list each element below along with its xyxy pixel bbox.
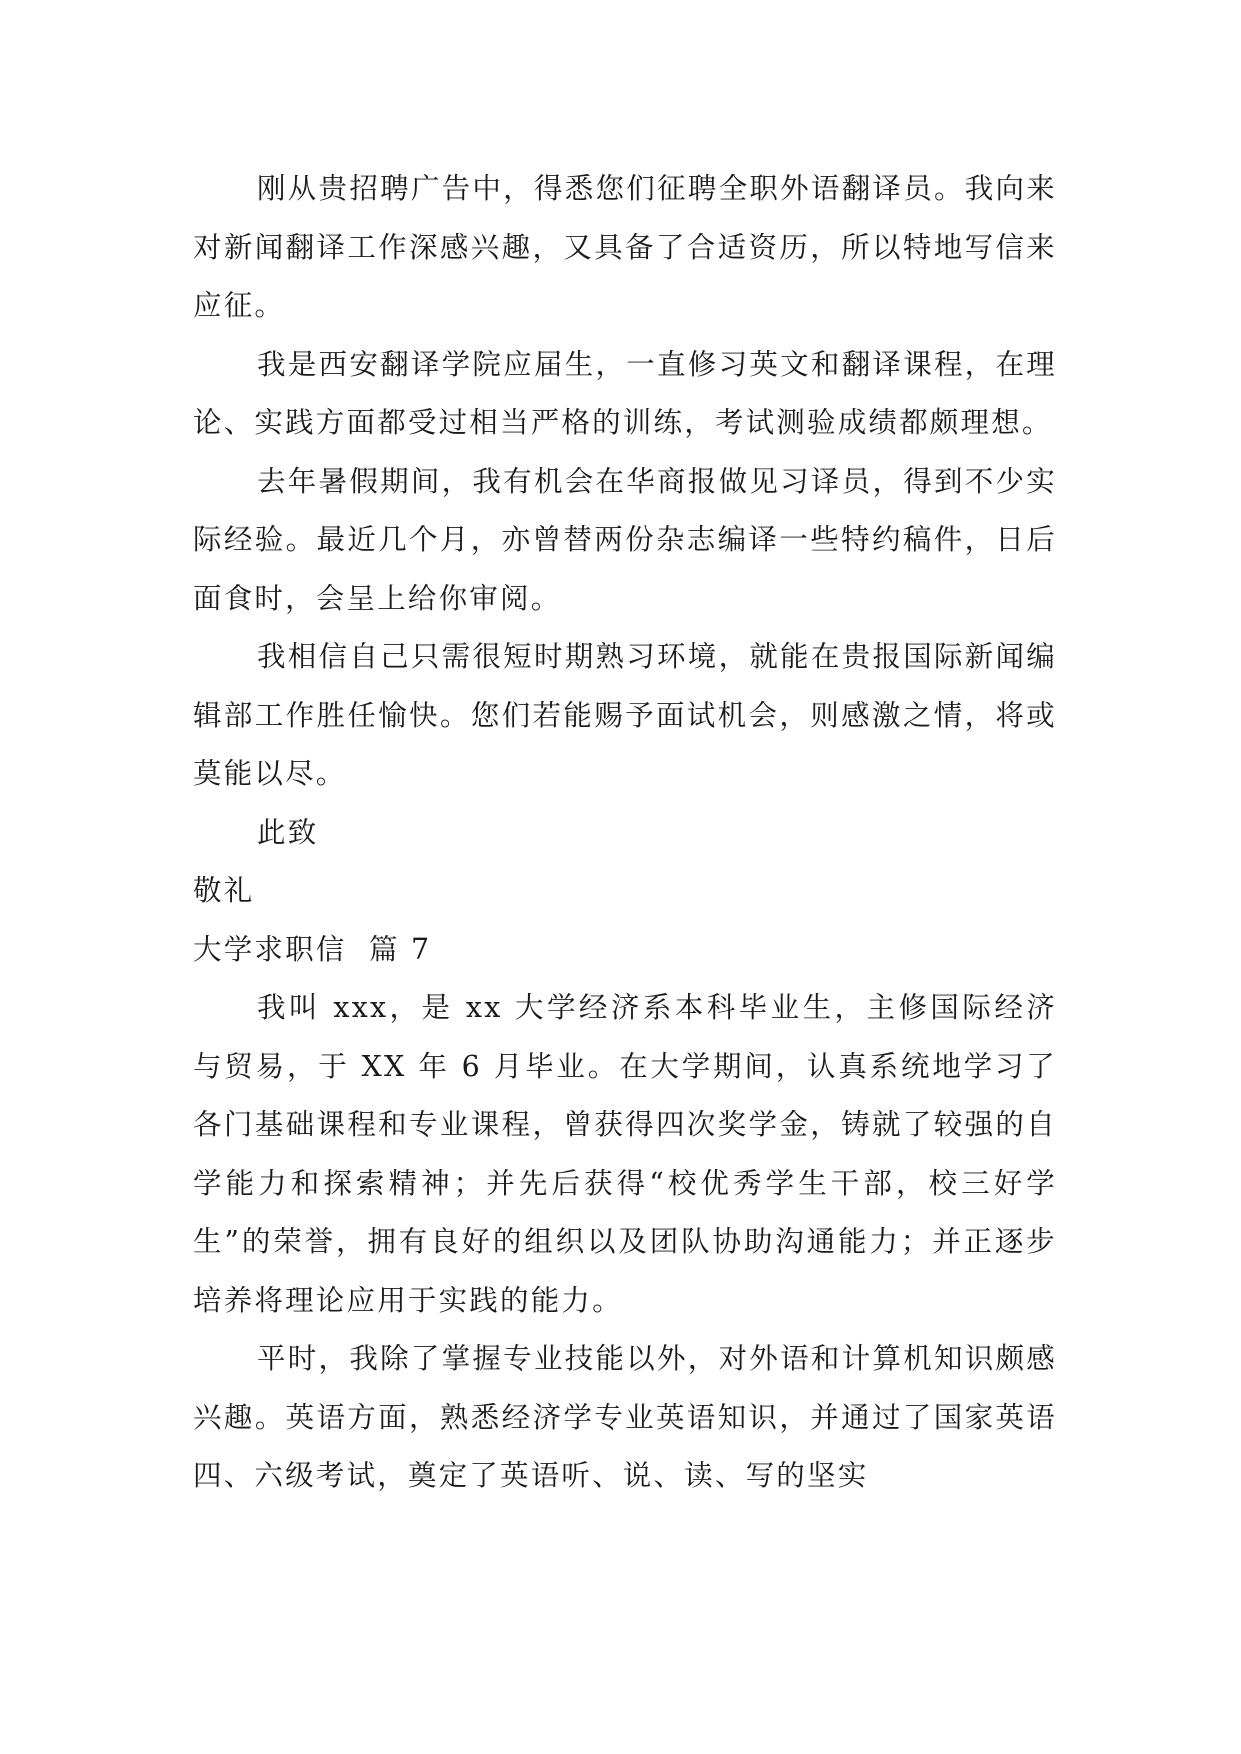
paragraph-application-intro: 刚从贵招聘广告中，得悉您们征聘全职外语翻译员。我向来对新闻翻译工作深感兴趣，又具备了合适资历，所以特地写信来应征。 (193, 172, 1057, 322)
salute-line: 敬礼 (193, 874, 255, 907)
section-title: 大学求职信 篇 7 (193, 932, 432, 966)
paragraph-experience: 去年暑假期间，我有机会在华商报做见习译员，得到不少实际经验。最近几个月，亦曾替两份杂志编译一些特约稿件，日后面食时，会呈上给你审阅。 (193, 464, 1057, 615)
document-body (193, 160, 1057, 1506)
closing-line: 此致 (257, 815, 319, 849)
paragraph-skills: 平时，我除了掌握专业技能以外，对外语和计算机知识颇感兴趣。英语方面，熟悉经济学专业英语知识，并通过了国家英语四、六级考试，奠定了英语听、说、读、写的坚实 (193, 1342, 1057, 1492)
paragraph-education: 我是西安翻译学院应届生，一直修习英文和翻译课程，在理论、实践方面都受过相当严格的训练，考试测验成绩都颇理想。 (193, 347, 1057, 439)
paragraph-self-introduction: 我叫 xxx，是 xx 大学经济系本科毕业生，主修国际经济与贸易，于 XX 年 6 月毕业。在大学期间，认真系统地学习了各门基础课程和专业课程，曾获得四次奖学金，铸就了较强的自学能力和探索精神；并先后获得“校优秀学生干部，校三好学生”的荣誉，拥有良好的组织以及团队协助沟通能力；并正逐步培养将理论应用于实践的能力。 (193, 991, 1057, 1317)
paragraph-confidence: 我相信自己只需很短时期熟习环境，就能在贵报国际新闻编辑部工作胜任愉快。您们若能赐予面试机会，则感激之情，将或莫能以尽。 (193, 640, 1057, 790)
